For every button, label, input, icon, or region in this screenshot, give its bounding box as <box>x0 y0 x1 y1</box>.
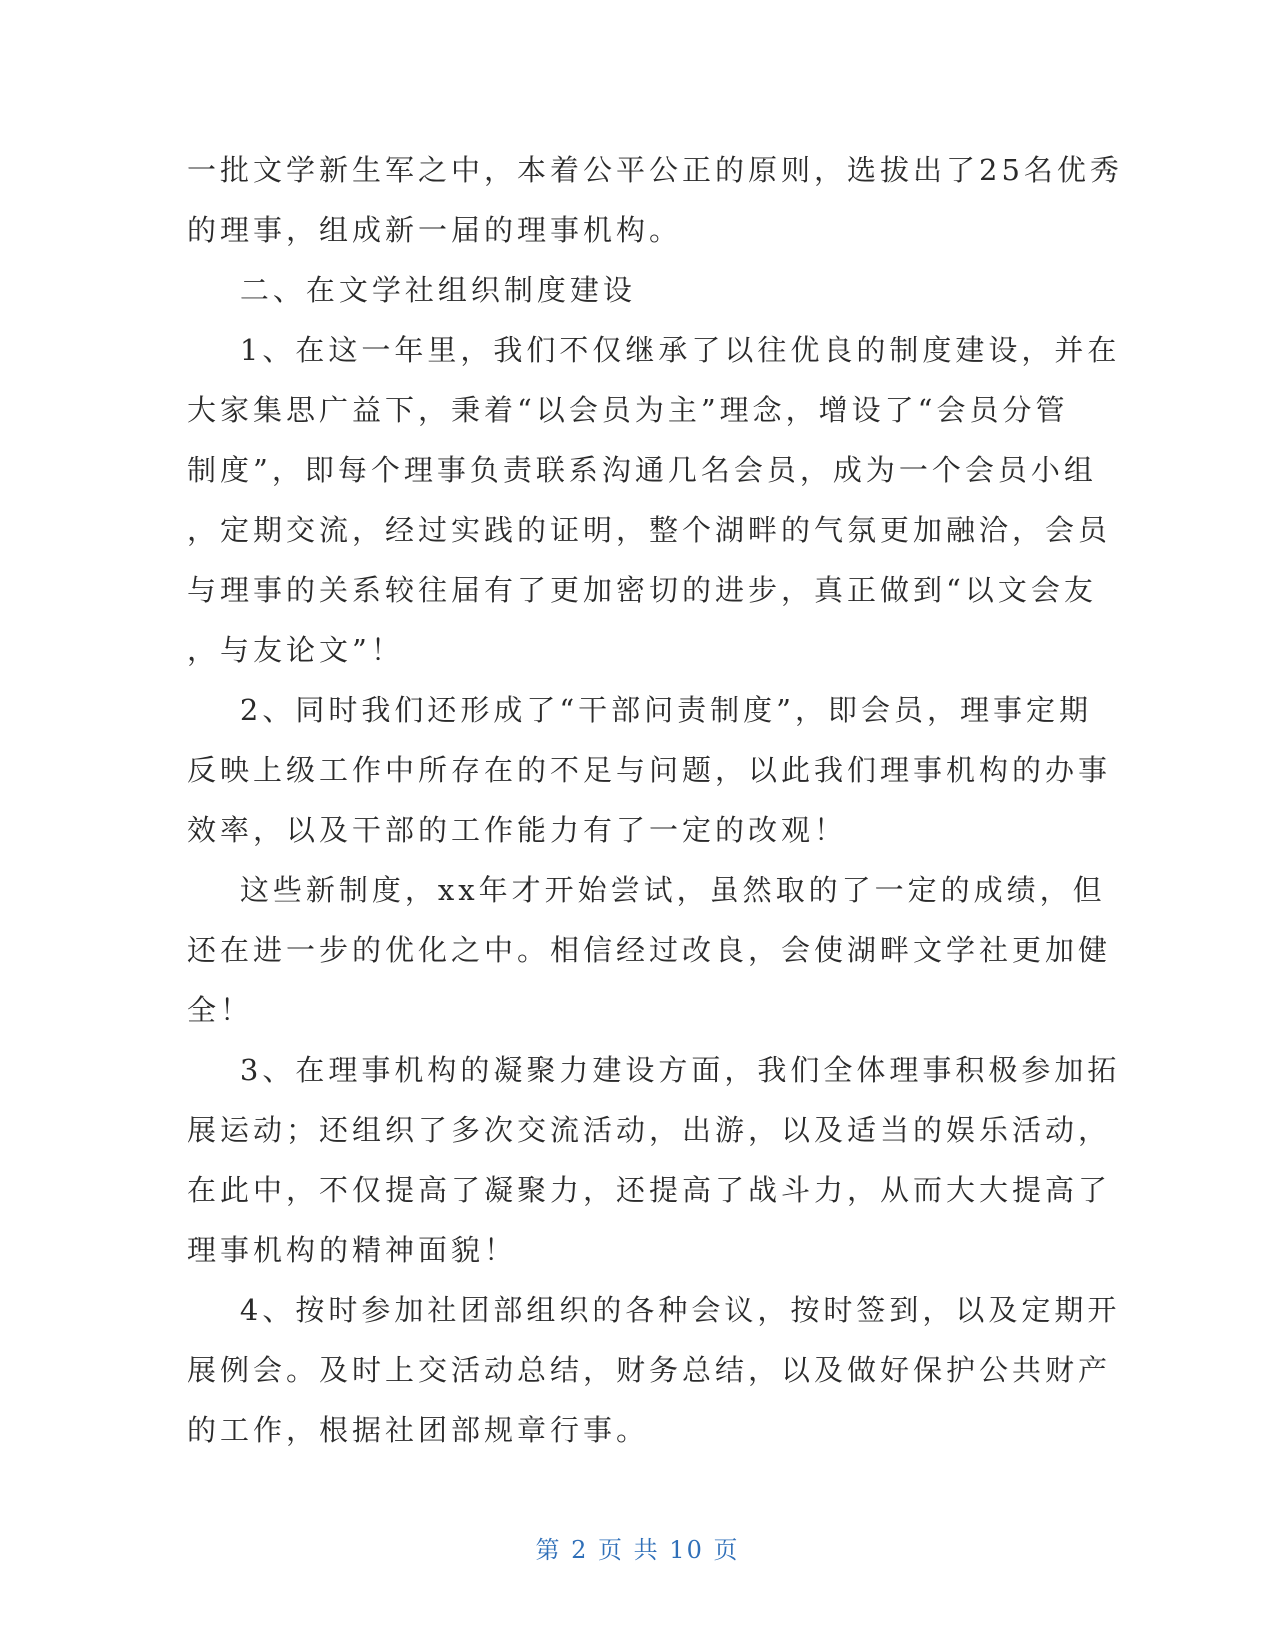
text-line: 大家集思广益下，秉着“以会员为主”理念，增设了“会员分管 <box>187 393 1069 427</box>
text-line: 1、在这一年里，我们不仅继承了以往优良的制度建设，并在 <box>187 333 1121 367</box>
page-footer <box>0 1530 1275 1565</box>
document-body <box>187 140 1123 1460</box>
text-line: 的工作，根据社团部规章行事。 <box>187 1413 650 1447</box>
text-line: 在此中，不仅提高了凝聚力，还提高了战斗力，从而大大提高了 <box>187 1173 1112 1207</box>
text-line: 一批文学新生军之中，本着公平公正的原则，选拔出了25名优秀 <box>187 153 1123 187</box>
text-line: 反映上级工作中所存在的不足与问题，以此我们理事机构的办事 <box>187 753 1112 787</box>
text-line: 3、在理事机构的凝聚力建设方面，我们全体理事积极参加拓 <box>187 1053 1121 1087</box>
text-line: ，定期交流，经过实践的证明，整个湖畔的气氛更加融洽，会员 <box>187 513 1112 547</box>
text-line: 效率，以及干部的工作能力有了一定的改观！ <box>187 813 848 847</box>
text-line: 展例会。及时上交活动总结，财务总结，以及做好保护公共财产 <box>187 1353 1112 1387</box>
text-line: 与理事的关系较往届有了更加密切的进步，真正做到“以文会友 <box>187 573 1097 607</box>
page-number-label: 第 2 页 共 10 页 <box>535 1536 740 1564</box>
text-line: 4、按时参加社团部组织的各种会议，按时签到，以及定期开 <box>187 1293 1121 1327</box>
text-line: 制度”，即每个理事负责联系沟通几名会员，成为一个会员小组 <box>187 453 1097 487</box>
text-line: 的理事，组成新一届的理事机构。 <box>187 213 683 247</box>
text-line: 理事机构的精神面貌！ <box>187 1233 518 1267</box>
text-line: 还在进一步的优化之中。相信经过改良，会使湖畔文学社更加健 <box>187 933 1112 967</box>
text-line: 二、在文学社组织制度建设 <box>187 273 636 307</box>
text-line: 这些新制度，xx年才开始尝试，虽然取的了一定的成绩，但 <box>187 873 1106 907</box>
text-line: 2、同时我们还形成了“干部问责制度”，即会员，理事定期 <box>187 693 1092 727</box>
text-line: ，与友论文”！ <box>187 633 404 667</box>
text-line: 展运动；还组织了多次交流活动，出游，以及适当的娱乐活动， <box>187 1113 1112 1147</box>
text-line: 全！ <box>187 993 254 1027</box>
